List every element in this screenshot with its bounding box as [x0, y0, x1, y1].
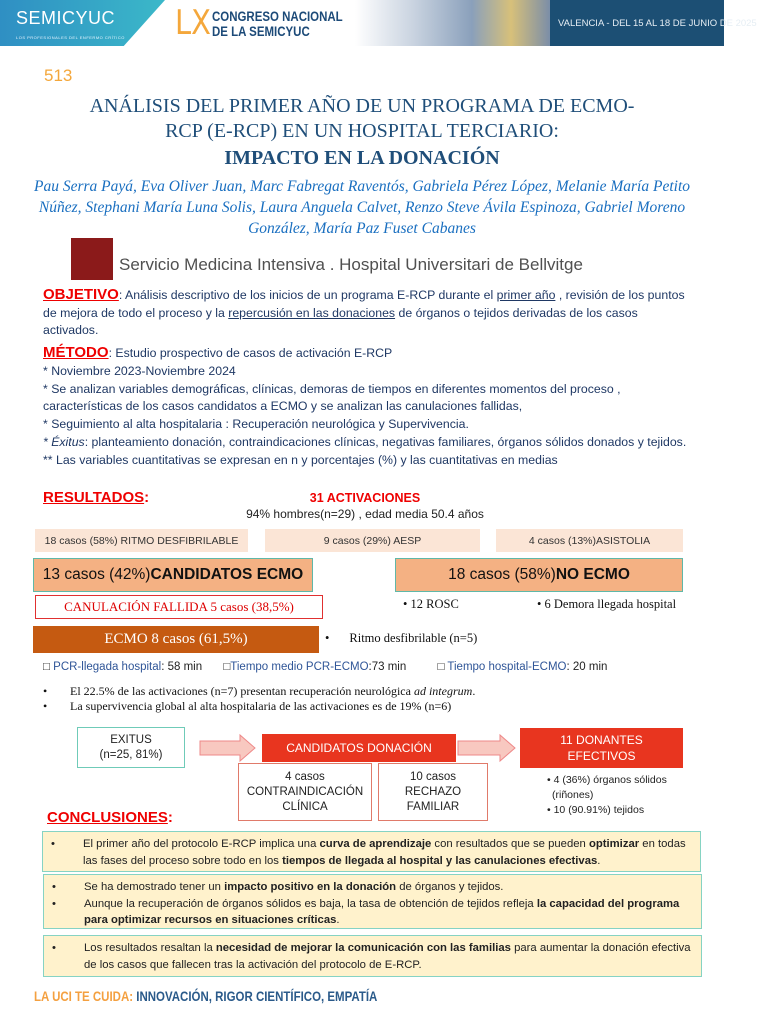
donantes-efectivos-box: 11 DONANTES EFECTIVOS	[520, 728, 683, 768]
objetivo-text: , revisión de los puntos de mejora de todo el proceso y la	[43, 288, 685, 320]
time-item: □ PCR-llegada hospital: 58 min	[43, 661, 203, 673]
candidatos-ecmo-box: 13 casos (42%) CANDIDATOS ECMO	[33, 558, 313, 592]
demora-item: • 6 Demora llegada hospital	[537, 597, 677, 611]
arrow-right-icon	[458, 735, 516, 761]
result-bullet: • La supervivencia global al alta hospitalaria de las activaciones es de 19% (n=6)	[43, 699, 452, 713]
conclusion-box-2: • Se ha demostrado tener un impacto positivo en la donación de órganos y tejidos. • Aunque la recuperación de órganos sólidos es baja, la tasa de obtención de tejidos refleja la capacidad del programa para optimizar recursos en situaciones críticas.	[43, 874, 702, 929]
semicyuc-logo: SEMICYUC LOS PROFESIONALES DEL ENFERMO CRÍTICO	[16, 8, 125, 40]
rhythm-asistolia: 4 casos (13%)ASISTOLIA	[496, 529, 683, 552]
exitus-label: * Éxitus	[43, 434, 85, 449]
metodo-note: ** Las variables cuantitativas se expresan en n y porcentajes (%) y las cuantitativas en medias	[43, 452, 558, 467]
activaciones-count: 31 ACTIVACIONES	[309, 491, 421, 505]
ecmo-box: ECMO 8 casos (61,5%)	[33, 626, 319, 653]
institution: Servicio Medicina Intensiva . Hospital Universitari de Bellvitge	[119, 255, 583, 274]
valencia-photo	[355, 0, 550, 46]
contraindicacion-box: 4 casos CONTRAINDICACIÓN CLÍNICA	[238, 763, 372, 821]
objetivo-text: de órganos o tejidos derivadas de los casos activados.	[43, 305, 638, 337]
exitus-text: : planteamiento donación, contraindicaciones clínicas, negativas familiares, órganos sólidos donados y tejidos.	[84, 434, 687, 449]
objetivo-emph: repercusión en las donaciones	[228, 305, 396, 320]
title-line-1: ANÁLISIS DEL PRIMER AÑO DE UN PROGRAMA DE ECMO-	[89, 95, 635, 117]
metodo-item: * Se analizan variables demográficas, clínicas, demoras de tiempos en diferentes momentos del proceso , características de los casos candidatos a ECMO y se analizan las canulaciones fallidas,	[43, 381, 621, 414]
congress-name: CONGRESO NACIONAL DE LA SEMICYUC	[212, 9, 343, 39]
ecmo-note: • Ritmo desfibrilable (n=5)	[325, 631, 478, 645]
title-line-3: IMPACTO EN LA DONACIÓN	[224, 147, 500, 169]
results-bullets	[43, 684, 475, 714]
time-item: □ Tiempo hospital-ECMO: 20 min	[437, 661, 608, 673]
metodo-item: * Noviembre 2023-Noviembre 2024	[43, 363, 236, 378]
donantes-details: • 4 (36%) órganos sólidos (riñones) • 10 (90.91%) tejidos	[547, 774, 667, 816]
objetivo-heading: OBJETIVO	[43, 286, 119, 303]
authors: Pau Serra Payá, Eva Oliver Juan, Marc Fabregat Raventós, Gabriela Pérez López, Melanie María Petito Núñez, Stephani María Luna Solis, Laura Anguela Calvet, Renzo Steve Ávila Espinoza, Gabriel Moreno González, María Paz Fuset Cabanes	[33, 178, 691, 237]
objetivo-text: : Análisis descriptivo de los inicios de un programa E-RCP durante el	[118, 288, 497, 302]
footer-slogan: LA UCI TE CUIDA: INNOVACIÓN, RIGOR CIENTÍFICO, EMPATÍA	[34, 988, 378, 1004]
rosc-item: • 12 ROSC	[403, 597, 459, 611]
metodo-item: * Seguimiento al alta hospitalaria : Recuperación neurológica y Supervivencia.	[43, 417, 469, 432]
congress-number: LX	[175, 3, 211, 43]
conclusion-box-1: • El primer año del protocolo E-RCP implica una curva de aprendizaje con resultados que se pueden optimizar en todas las fases del proceso sobre todo en los tiempos de llegada al hospital y las canulaciones efectivas.	[42, 831, 701, 872]
conclusiones-heading: CONCLUSIONES:	[47, 809, 173, 826]
rechazo-familiar-box: 10 casos RECHAZO FAMILIAR	[378, 763, 488, 821]
metodo-intro: : Estudio prospectivo de casos de activación E-RCP	[108, 346, 393, 360]
metodo-heading: MÉTODO	[43, 344, 109, 361]
canulacion-fallida-box: CANULACIÓN FALLIDA 5 casos (38,5%)	[35, 595, 323, 619]
time-item: □Tiempo medio PCR-ECMO:73 min	[223, 661, 407, 673]
metodo-item	[43, 434, 688, 452]
title-line-2: RCP (E-RCP) EN UN HOSPITAL TERCIARIO:	[165, 120, 559, 142]
resultados-heading: RESULTADOS:	[43, 489, 150, 506]
arrow-right-icon	[200, 735, 256, 761]
objetivo-emph: primer año	[496, 288, 556, 302]
times-row	[43, 661, 607, 673]
metodo-section	[43, 344, 688, 470]
poster-number: 513	[44, 66, 73, 85]
no-ecmo-box: 18 casos (58%) NO ECMO	[395, 558, 683, 592]
rhythm-aesp: 9 casos (29%) AESP	[265, 529, 480, 552]
congress-banner	[0, 0, 757, 48]
result-bullet: • El 22.5% de las activaciones (n=7) presentan recuperación neurológica ad integrum.	[43, 684, 476, 698]
uci-bellvitge-logo	[71, 238, 113, 280]
exitus-box: EXITUS (n=25, 81%)	[77, 727, 185, 768]
conclusion-box-3: • Los resultados resaltan la necesidad de mejorar la comunicación con las familias para aumentar la donación efectiva de los casos que fallecen tras la activación del protocolo de E-RCP.	[43, 935, 702, 977]
candidatos-donacion-box: CANDIDATOS DONACIÓN	[262, 734, 456, 762]
objetivo-section	[43, 286, 688, 340]
congress-dates: VALENCIA - DEL 15 AL 18 DE JUNIO DE 2025	[550, 0, 724, 46]
rhythm-desfibrilable: 18 casos (58%) RITMO DESFIBRILABLE	[35, 529, 248, 552]
demographics: 94% hombres(n=29) , edad media 50.4 años	[246, 507, 484, 521]
